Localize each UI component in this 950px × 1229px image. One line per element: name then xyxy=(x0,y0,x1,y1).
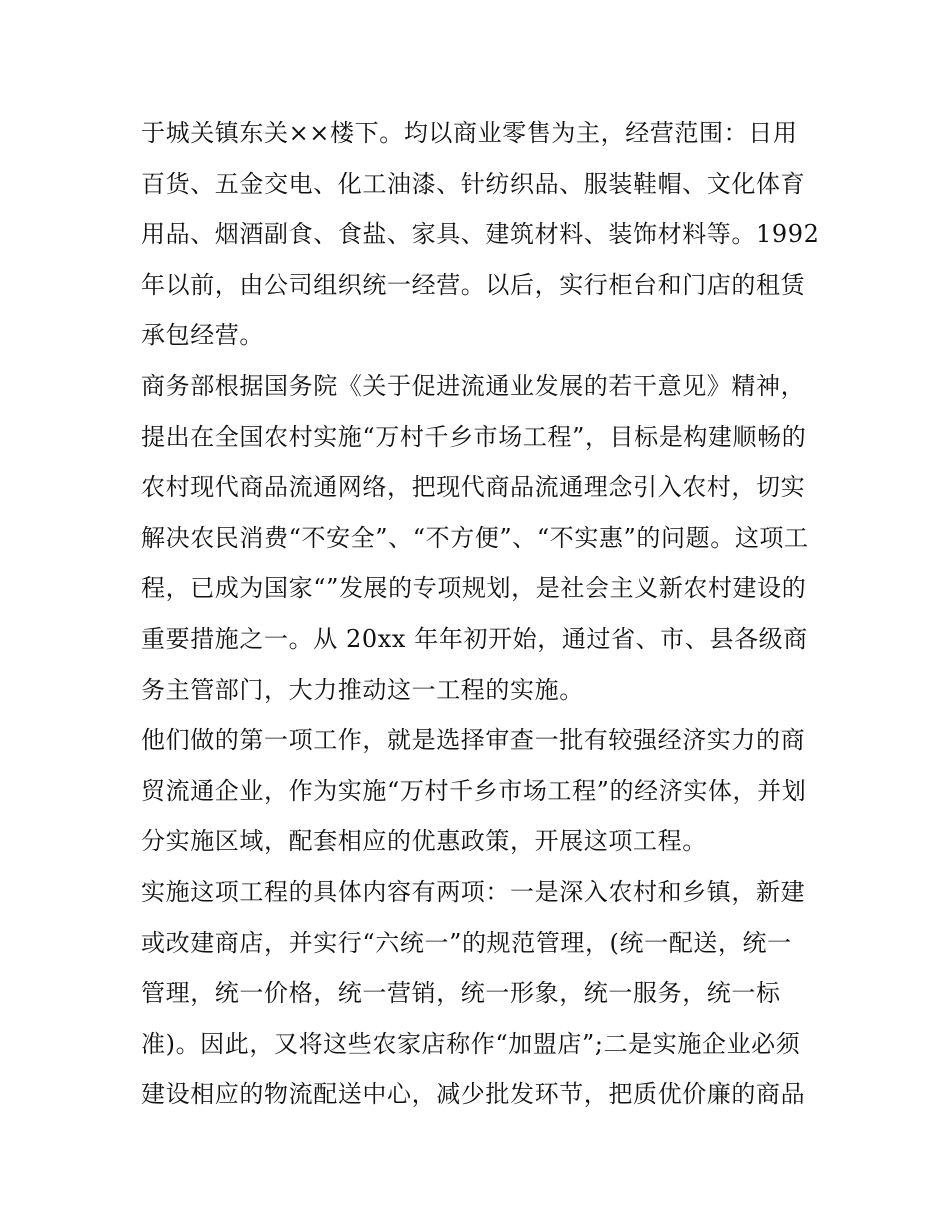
text-line: 建设相应的物流配送中心，减少批发环节，把质优价廉的商品 xyxy=(141,1080,806,1109)
text-line: 重要措施之一。从 20xx 年年初开始，通过省、市、县各级商 xyxy=(141,624,808,653)
text-line: 农村现代商品流通网络，把现代商品流通理念引入农村，切实 xyxy=(141,473,806,502)
document-body xyxy=(141,108,821,1120)
text-line: 贸流通企业，作为实施“万村千乡市场工程”的经济实体，并划 xyxy=(141,776,807,805)
text-line: 准)。因此，又将这些农家店称作“加盟店”;二是实施企业必须 xyxy=(141,1029,801,1058)
text-line: 管理，统一价格，统一营销，统一形象，统一服务，统一标 xyxy=(141,979,781,1008)
text-line: 承包经营。 xyxy=(141,321,264,350)
text-line: 程，已成为国家“”发展的专项规划，是社会主义新农村建设的 xyxy=(141,574,807,603)
text-line: 或改建商店，并实行“六统一”的规范管理，(统一配送，统一 xyxy=(141,928,792,957)
text-line: 提出在全国农村实施“万村千乡市场工程”，目标是构建顺畅的 xyxy=(141,422,807,451)
text-line: 用品、烟酒副食、食盐、家具、建筑材料、装饰材料等。1992 xyxy=(141,220,820,249)
text-line: 年以前，由公司组织统一经营。以后，实行柜台和门店的租赁 xyxy=(141,270,806,299)
text-line: 实施这项工程的具体内容有两项：一是深入农村和乡镇，新建 xyxy=(141,877,806,906)
text-line: 他们做的第一项工作，就是选择审查一批有较强经济实力的商 xyxy=(141,726,806,755)
text-line: 百货、五金交电、化工油漆、针纺织品、服装鞋帽、文化体育 xyxy=(141,169,806,198)
text-line: 商务部根据国务院《关于促进流通业发展的若干意见》精神， xyxy=(141,371,806,400)
text-line: 于城关镇东关××楼下。均以商业零售为主，经营范围：日用 xyxy=(141,119,798,147)
text-line: 务主管部门，大力推动这一工程的实施。 xyxy=(141,675,584,704)
text-line: 分实施区域，配套相应的优惠政策，开展这项工程。 xyxy=(141,827,707,856)
text-line: 解决农民消费“不安全”、“不方便”、“不实惠”的问题。这项工 xyxy=(141,523,809,552)
